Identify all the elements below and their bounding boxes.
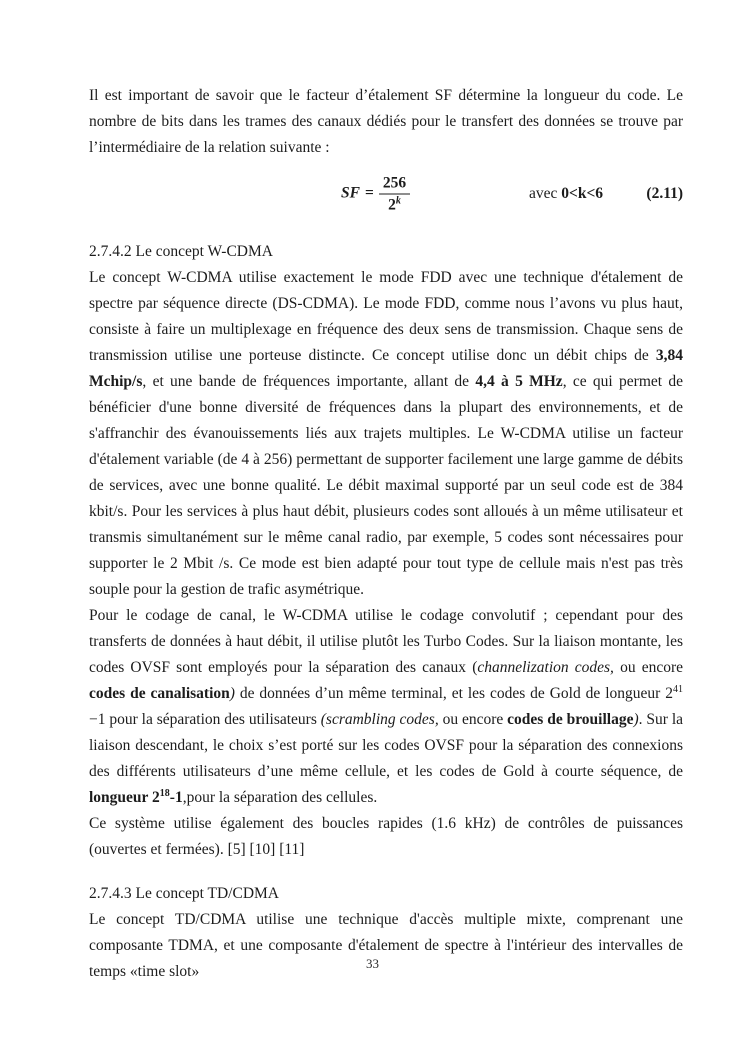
equation-condition	[529, 181, 603, 207]
equation-number: (2.11)	[646, 185, 683, 202]
condition-prefix: avec	[529, 185, 558, 202]
intro-paragraph: Il est important de savoir que le facteur d’étalement SF détermine la longueur du code. Le nombre de bits dans les trames des canaux dédiés pour le transfert des données se trouve par l’intermédiaire de la relation suivante :	[89, 87, 683, 156]
wcdma-paragraph-1: Le concept W-CDMA utilise exactement le mode FDD avec une technique d'étalement de spectre par séquence directe (DS-CDMA). Le mode FDD, comme nous l’avons vu plus haut, consiste à faire un multiplexage en fréquence des deux sens de transmission. Chaque sens de transmission utilise une porteuse distincte. Ce concept utilise donc un débit chips de 3,84 Mchip/s, et une bande de fréquences importante, allant de 4,4 à 5 MHz, ce qui permet de bénéficier d'une bonne diversité de fréquences dans la plupart des environnements, et de s'affranchir des évanouissements liés aux trajets multiples. Le W-CDMA utilise un facteur d'étalement variable (de 4 à 256) permettant de supporter facilement une large gamme de débits de services, avec une bonne qualité. Le débit maximal supporté par un seul code est de 384 kbit/s. Pour les services à plus haut débit, plusieurs codes sont alloués à un même utilisateur et transmis simultanément sur le même canal radio, par exemple, 5 codes sont nécessaires pour supporter le 2 Mbit /s. Ce mode est bien adapté pour tout type de cellule mais n'est pas très souple pour la gestion de trafic asymétrique.	[89, 269, 683, 598]
page-body	[89, 0, 683, 985]
fraction-numerator: 256	[379, 174, 410, 195]
wcdma-paragraph-2: Pour le codage de canal, le W-CDMA utilise le codage convolutif ; cependant pour des transferts de données à haut débit, il utilise plutôt les Turbo Codes. Sur la liaison montante, les codes OVSF sont employés pour la séparation des canaux (channelization codes, ou encore codes de canalisation) de données d’un même terminal, et les codes de Gold de longueur $2^{41} -1$ pour la séparation des utilisateurs (scrambling codes, ou encore codes de brouillage). Sur la liaison descendant, le choix s’est porté sur les codes OVSF pour la séparation des connexions des différents utilisateurs d’une même cellule, et les codes de Gold à courte séquence, de longueur $2^{18}-1,pour$ la séparation des cellules.	[89, 607, 684, 806]
fraction-denominator	[379, 195, 410, 215]
denominator-exponent: k	[395, 195, 401, 207]
condition-value: 0<k<6	[561, 185, 604, 202]
equation-2-11	[89, 167, 683, 221]
equation-equals: =	[364, 184, 374, 202]
equation-formula	[341, 174, 410, 215]
wcdma-paragraph-3: Ce système utilise également des boucles rapides (1.6 kHz) de contrôles de puissances (ouvertes et fermées). [5] [10] [11]	[89, 815, 683, 858]
fraction	[379, 174, 410, 215]
page-number: 33	[366, 956, 379, 971]
section-heading-tdcdma: 2.7.4.3 Le concept TD/CDMA	[89, 885, 279, 902]
section-heading-wcdma: 2.7.4.2 Le concept W-CDMA	[89, 243, 273, 260]
denominator-base: 2	[388, 196, 396, 214]
equation-lhs: SF	[341, 184, 360, 202]
tdcdma-paragraph: Le concept TD/CDMA utilise une technique d'accès multiple mixte, comprenant une composante TDMA, et une composante d'étalement de spectre à l'intérieur des intervalles de temps «time slot»	[89, 911, 683, 980]
